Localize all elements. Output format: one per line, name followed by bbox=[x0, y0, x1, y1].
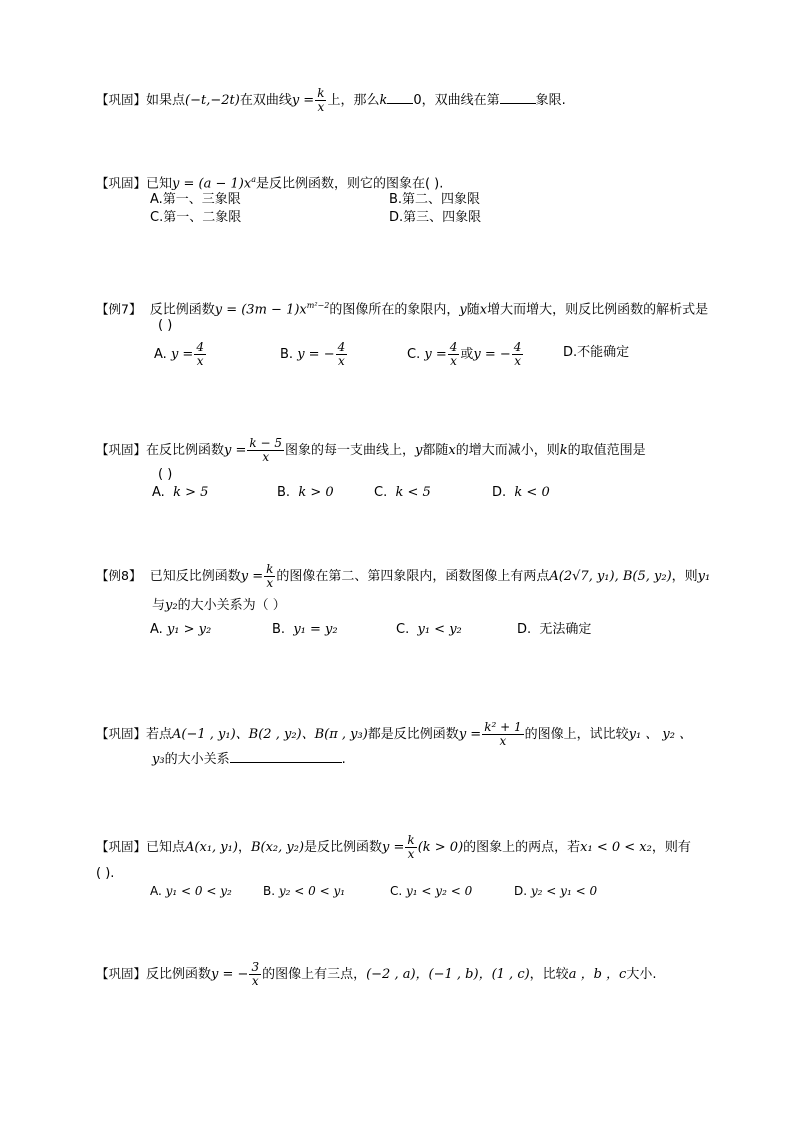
fraction: $\frac{k}{x}$ bbox=[317, 86, 325, 114]
answer-paren: ( ) bbox=[158, 467, 173, 482]
option-b: B.第二、四象限 bbox=[389, 192, 481, 207]
option-b: B. y₂ < 0 < y₁ bbox=[263, 884, 346, 898]
option-a: A. k > 5 bbox=[152, 485, 209, 500]
fraction: $\frac{\text{k² + 1}}{x}$ bbox=[484, 720, 522, 748]
question-6-line-2: y₃的大小关系 . bbox=[152, 752, 346, 767]
option-a: A. y = $\frac{4}{x}$ bbox=[154, 340, 204, 368]
option-a: A. y₁ < 0 < y₂ bbox=[150, 884, 232, 898]
fraction: $\frac{k}{x}$ bbox=[407, 833, 415, 861]
option-d: D. 无法确定 bbox=[517, 622, 592, 637]
question-tag: 【巩固】 bbox=[96, 175, 147, 191]
option-c: C. y = $\frac{4}{x}$ 或y = − $\frac{4}{x}$ bbox=[407, 340, 522, 368]
question-4: 【巩固】在反比例函数y = $\frac{k - 5}{x}$ 图象的每一支曲线上，y都随x的增大而减小，则k的取值范围是 bbox=[96, 436, 646, 464]
example-8-line-2: 与y₂的大小关系为（ ） bbox=[152, 598, 286, 613]
question-tag: 【巩固】 bbox=[96, 966, 147, 981]
example-tag: 【例8】 bbox=[96, 568, 142, 583]
option-a: A. y₁ > y₂ bbox=[150, 622, 212, 637]
question-8: 【巩固】反比例函数y = − $\frac{3}{x}$ 的图像上有三点，(−2 , a)，(−1 , b)，(1 , c)，比较a ，b ，c大小. bbox=[96, 960, 657, 988]
example-8: 【例8】 已知反比例函数y = $\frac{k}{x}$ 的图像在第二、第四象限内，函数图像上有两点A(2√7, y₁), B(5, y₂)，则y₁ bbox=[96, 562, 711, 590]
example-7: 【例7】 反比例函数$y = (3m - 1)x^{m^2-2}$的图像所在的象限内，y随x增大而增大，则反比例函数的解析式是 bbox=[96, 301, 709, 318]
fraction: $\frac{k}{x}$ bbox=[266, 562, 274, 590]
option-c: C. k < 5 bbox=[374, 485, 431, 500]
example-tag: 【例7】 bbox=[96, 301, 142, 317]
question-2: 【巩固】已知$y = (a - 1)x^a$是反比例函数，则它的图象在( ). bbox=[96, 175, 444, 192]
question-6: 【巩固】若点A(−1 , y₁)、B(2 , y₂)、B(π , y₃)都是反比例函数y = $\frac{\text{k² + 1}}{x}$ 的图像上，试比较y₁ 、 y₂ 、 bbox=[96, 720, 693, 748]
question-7: 【巩固】已知点A(x₁, y₁)，B(x₂, y₂)是反比例函数y = $\frac{k}{x}$ (k > 0)的图象上的两点，若x₁ < 0 < x₂，则有 bbox=[96, 833, 691, 861]
question-tag: 【巩固】 bbox=[96, 839, 147, 854]
question-tag: 【巩固】 bbox=[96, 726, 147, 741]
answer-paren: ( ). bbox=[96, 866, 115, 881]
fraction: $\frac{3}{x}$ bbox=[251, 960, 260, 988]
fraction: $\frac{k - 5}{x}$ bbox=[249, 436, 282, 464]
question-tag: 【巩固】 bbox=[96, 442, 147, 457]
option-c: C. y₁ < y₂ < 0 bbox=[390, 884, 473, 898]
answer-blank bbox=[387, 91, 413, 104]
option-b: B. k > 0 bbox=[277, 485, 334, 500]
option-d: D. k < 0 bbox=[492, 485, 550, 500]
option-c: C. y₁ < y₂ bbox=[396, 622, 462, 637]
question-1: 【巩固】如果点(−t,−2t)在双曲线y = $\frac{k}{x}$ 上，那么k 0，双曲线在第 象限. bbox=[96, 86, 566, 114]
option-d: D. y₂ < y₁ < 0 bbox=[514, 884, 598, 898]
option-d: D.不能确定 bbox=[563, 345, 630, 360]
answer-blank bbox=[230, 750, 342, 763]
option-c: C.第一、二象限 bbox=[150, 210, 242, 225]
option-b: B. y₁ = y₂ bbox=[272, 622, 338, 637]
option-b: B. y = − $\frac{4}{x}$ bbox=[280, 340, 346, 368]
question-tag: 【巩固】 bbox=[96, 92, 147, 107]
option-a: A.第一、三象限 bbox=[150, 192, 241, 207]
answer-paren: ( ) bbox=[158, 318, 173, 333]
option-d: D.第三、四象限 bbox=[389, 210, 482, 225]
answer-blank bbox=[500, 91, 536, 104]
